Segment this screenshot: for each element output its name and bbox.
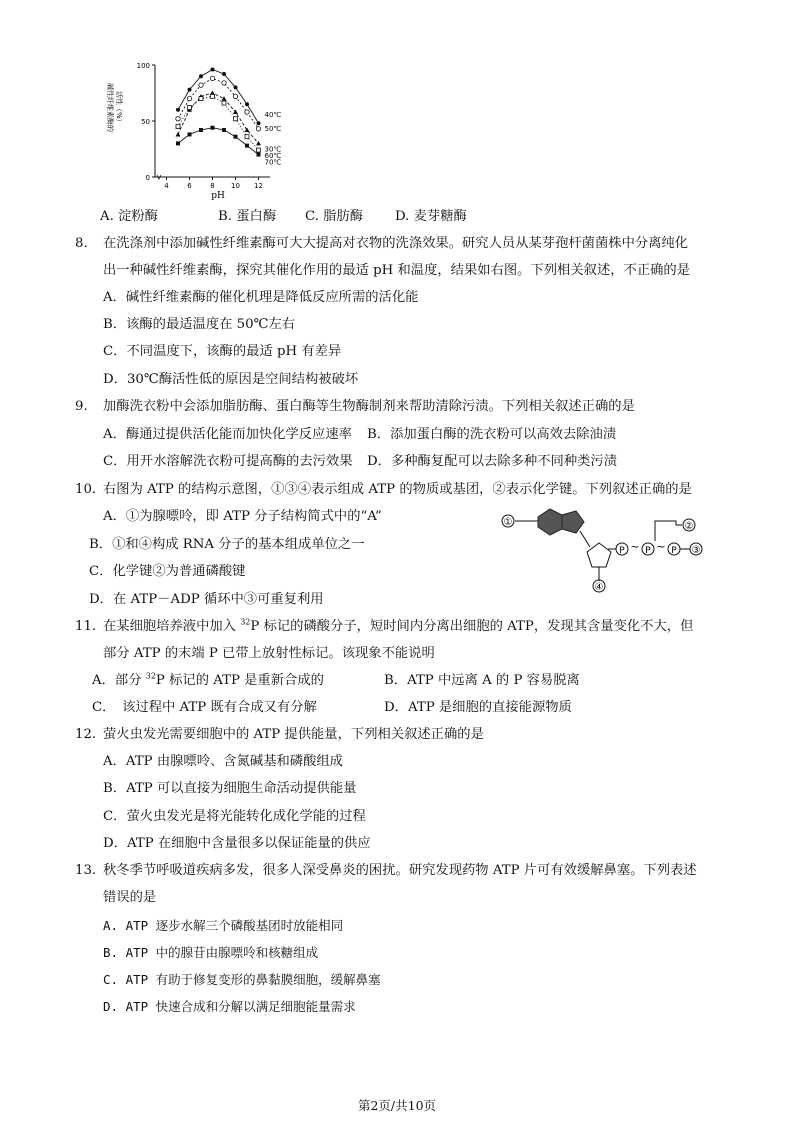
chart-ylabel-line1: 碱性纤维素酶的 — [106, 83, 114, 132]
q13-option-a: A. ATP 逐步水解三个磷酸基团时放能相同 — [103, 918, 344, 933]
data-point-70℃ — [188, 132, 192, 136]
label2-leader — [655, 521, 682, 541]
chart-plot-area — [176, 67, 262, 156]
data-point-60℃ — [188, 106, 192, 110]
label-4: ④ — [594, 582, 604, 593]
high-energy-bond-2: ~ — [656, 540, 666, 553]
data-point-40℃ — [176, 108, 180, 112]
data-point-30℃ — [222, 96, 227, 101]
data-point-70℃ — [211, 126, 215, 130]
q9-number: 9. — [75, 399, 88, 414]
ribose-pentagon-icon — [587, 543, 611, 567]
data-point-40℃ — [211, 67, 215, 71]
q13-option-c: C. ATP 有助于修复变形的鼻黏膜细胞，缓解鼻塞 — [103, 972, 381, 987]
data-point-50℃ — [256, 127, 260, 131]
legend-label-70℃: 70℃ — [264, 158, 282, 167]
q9-option-b: B．添加蛋白酶的洗衣粉可以高效去除油渍 — [367, 427, 617, 442]
data-point-50℃ — [176, 117, 180, 121]
data-point-40℃ — [188, 88, 192, 92]
q8-stem-line1: 在洗涤剂中添加碱性纤维素酶可大大提高对衣物的洗涤效果。研究人员从某芽孢杆菌菌株中分离纯化 — [103, 236, 689, 251]
q10-option-b: B．①和④构成 RNA 分子的基本组成单位之一 — [89, 537, 365, 552]
q11-option-b: B．ATP 中远离 A 的 P 容易脱离 — [384, 673, 580, 688]
y-tick-label: 100 — [136, 62, 150, 70]
data-point-70℃ — [199, 128, 203, 132]
data-point-70℃ — [234, 135, 238, 139]
q11-stem-line1 — [103, 618, 693, 636]
q9-option-d: D．多种酶复配可以去除多种不同种类污渍 — [367, 454, 618, 469]
q8-stem-line2: 出一种碱性纤维素酶，探究其催化作用的最适 pH 和温度，结果如右图。下列相关叙述，不正确的是 — [103, 263, 691, 278]
q9-option-a: A．酶通过提供活化能而加快化学反应速率 — [103, 427, 352, 442]
q10-number: 10. — [75, 482, 97, 497]
data-point-30℃ — [176, 132, 181, 137]
high-energy-bond-1: ~ — [630, 540, 640, 553]
chart-legend — [265, 111, 282, 166]
legend-label-60℃: 60℃ — [264, 152, 282, 161]
data-point-50℃ — [233, 94, 237, 98]
data-point-60℃ — [211, 94, 215, 98]
phosphate2-label: P — [645, 546, 651, 556]
data-point-40℃ — [222, 72, 226, 76]
q9-stem: 加酶洗衣粉中会添加脂肪酶、蛋白酶等生物酶制剂来帮助清除污渍。下列相关叙述正确的是 — [103, 399, 635, 414]
data-point-30℃ — [256, 141, 261, 146]
q11-stem-pre: 在某细胞培养液中加入 — [103, 619, 241, 634]
data-point-70℃ — [176, 141, 180, 145]
legend-label-40℃: 40℃ — [264, 111, 282, 120]
q13-option-d: D. ATP 快速合成和分解以满足细胞能量需求 — [103, 999, 356, 1014]
q7-option-d: D. 麦芽糖酶 — [395, 209, 467, 224]
legend-label-30℃: 30℃ — [264, 145, 282, 154]
q8-option-b: B．该酶的最适温度在 50℃左右 — [103, 317, 296, 332]
data-point-30℃ — [233, 110, 238, 115]
data-point-40℃ — [199, 74, 203, 78]
q7-option-c: C. 脂肪酶 — [305, 209, 364, 224]
x-tick-label: 12 — [254, 182, 263, 190]
chart-axes — [137, 62, 270, 190]
q13-stem-line2: 错误的是 — [103, 890, 157, 905]
data-point-50℃ — [210, 76, 214, 80]
data-point-60℃ — [199, 97, 203, 101]
data-point-50℃ — [222, 81, 226, 85]
q13-stem-line1: 秋冬季节呼吸道疾病多发，很多人深受鼻炎的困扰。研究发现药物 ATP 片可有效缓解鼻塞。下列表述 — [103, 863, 697, 878]
adenine-hexagon-icon — [538, 509, 562, 535]
q8-option-d: D．30℃酶活性低的原因是空间结构被破坏 — [103, 372, 359, 387]
data-point-50℃ — [245, 110, 249, 114]
q11-option-d: D．ATP 是细胞的直接能源物质 — [384, 700, 572, 715]
x-tick-label: 8 — [210, 182, 215, 190]
y-tick-label: 0 — [145, 174, 150, 182]
q10-option-c: C．化学键②为普通磷酸键 — [89, 564, 246, 579]
q7-option-a: A. 淀粉酶 — [100, 209, 158, 224]
data-point-50℃ — [199, 83, 203, 87]
q10-option-d: D．在 ATP－ADP 循环中③可重复利用 — [89, 592, 324, 607]
x-tick-label: 4 — [164, 182, 169, 190]
data-point-30℃ — [245, 127, 250, 131]
q13-number: 13. — [75, 863, 97, 878]
data-point-60℃ — [222, 101, 226, 105]
label-3: ③ — [691, 545, 701, 556]
phosphate3-label: P — [671, 546, 677, 556]
chart-xlabel: pH — [211, 191, 225, 201]
label-2: ② — [684, 521, 694, 532]
data-point-70℃ — [257, 153, 261, 157]
q12-option-d: D．ATP 在细胞中含量很多以保证能量的供应 — [103, 836, 371, 851]
page-footer: 第2页/共10页 — [357, 1098, 437, 1113]
q11-a-sup: 32 — [145, 671, 156, 681]
q12-option-b: B．ATP 可以直接为细胞生命活动提供能量 — [103, 781, 357, 796]
q10-stem: 右图为 ATP 的结构示意图，①③④表示组成 ATP 的物质或基团，②表示化学键。下列叙述正确的是 — [103, 482, 692, 497]
y-tick-label: 50 — [141, 118, 150, 126]
q7-option-b: B. 蛋白酶 — [218, 209, 277, 224]
data-point-40℃ — [245, 102, 249, 106]
data-point-70℃ — [245, 144, 249, 148]
q13-option-b: B. ATP 中的腺苷由腺嘌呤和核糖组成 — [103, 945, 319, 960]
chart-ylabel-line2: 活性（%） — [115, 91, 123, 126]
q10-option-a: A．①为腺嘌呤，即 ATP 分子结构简式中的“A” — [103, 509, 382, 524]
q8-option-c: C．不同温度下，该酶的最适 pH 有差异 — [103, 344, 342, 359]
enzyme-activity-chart — [100, 55, 290, 205]
data-point-60℃ — [257, 148, 261, 152]
q8-option-a: A．碱性纤维素酶的催化机理是降低反应所需的活化能 — [103, 290, 419, 305]
q9-option-c: C．用开水溶解洗衣粉可提高酶的去污效果 — [103, 454, 353, 469]
q12-option-a: A．ATP 由腺嘌呤、含氮碱基和磷酸组成 — [103, 754, 343, 769]
q11-a-pre: A．部分 — [92, 673, 146, 688]
phosphate1-label: P — [619, 546, 625, 556]
data-point-50℃ — [187, 96, 191, 100]
data-point-40℃ — [234, 85, 238, 89]
q11-stem-line2: 部分 ATP 的末端 P 已带上放射性标记。该现象不能说明 — [103, 646, 435, 661]
q8-number: 8. — [75, 236, 88, 251]
label-1: ① — [503, 517, 513, 528]
data-point-40℃ — [257, 121, 261, 125]
data-point-60℃ — [234, 117, 238, 121]
base-sugar-bond — [580, 531, 590, 547]
q12-stem: 萤火虫发光需要细胞中的 ATP 提供能量，下列相关叙述正确的是 — [103, 727, 484, 742]
q12-option-c: C．萤火虫发光是将光能转化成化学能的过程 — [103, 809, 366, 824]
x-tick-label: 10 — [231, 182, 240, 190]
q12-number: 12. — [75, 727, 97, 742]
x-tick-label: 6 — [187, 182, 192, 190]
q11-option-c: C． 该过程中 ATP 既有合成又有分解 — [92, 700, 317, 715]
legend-label-50℃: 50℃ — [264, 124, 282, 133]
atp-structure-diagram — [498, 505, 708, 597]
data-point-70℃ — [222, 128, 226, 132]
q11-a-post: P 标记的 ATP 是重新合成的 — [155, 673, 324, 688]
q11-isotope-sup: 32 — [240, 617, 251, 627]
q11-number: 11. — [75, 619, 97, 634]
data-point-60℃ — [176, 125, 180, 129]
q11-option-a — [92, 672, 324, 690]
data-point-60℃ — [245, 135, 249, 139]
q11-stem-post: P 标记的磷酸分子，短时间内分离出细胞的 ATP，发现其含量变化不大，但 — [250, 619, 694, 634]
adenine-pentagon-icon — [562, 511, 584, 533]
